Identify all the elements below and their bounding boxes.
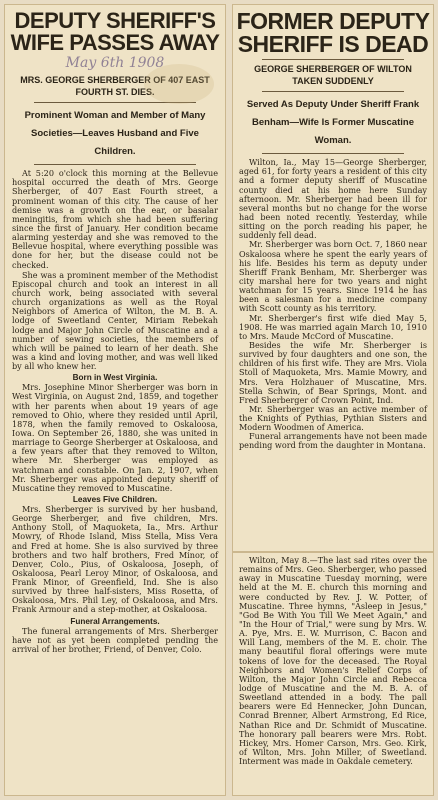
right-paragraph-2: Mr. Sherberger was born Oct. 7, 1860 near Oskaloosa where he spent the early years of his life. Besides his term as deputy under Sheriff Frank Benham, Mr. Sherberger was city marshal here for two years and night watchman for 15 years. Since 1914 he has been a salesman for a medicine company with Scott county as his territory. <box>239 239 427 314</box>
divider <box>262 91 404 92</box>
left-paragraph-4: Mrs. Sherberger is survived by her husband, George Sherberger, and five children, Mrs. Anthony Stoll, of Maquoketa, Ia., Mrs. Arthur Mowry, of Rhode Island, Miss Stella, Miss Vera and Fred at home. She is also survived by three brothers and two half brothers, Fred Minor, of Denver, Colo., Pius, of Oskaloosa, Joseph, of Oskaloosa, Pearl Leroy Minor, of Oskaloosa, and Frank Minor, of Greenfield, Ind. She is also survived by three half-sisters, Miss Rosetta, of Oskaloosa, Mrs. Phil Ley, of Oskaloosa, and Mrs. Frank Armour and a step-mother, at Oskaloosa. <box>12 503 218 615</box>
handwritten-date: May 6th 1908 <box>65 55 165 72</box>
right-deck: Served As Deputy Under Sheriff Frank Benham—Wife Is Former Muscatine Woman. <box>246 99 420 146</box>
left-clipping <box>4 4 226 796</box>
right-subhead: GEORGE SHERBERGER OF WILTON TAKEN SUDDENLY <box>254 64 412 86</box>
right-paragraph-6: Funeral arrangements have not been made pending word from the daughter in Montana. <box>239 431 427 451</box>
divider <box>34 164 196 165</box>
left-paragraph-5: The funeral arrangements of Mrs. Sherberger have not as yet been completed pending the arrival of her brother, Friend, of Denver, Colo. <box>12 625 218 654</box>
left-subhead-funeral: Funeral Arrangements. <box>70 616 160 626</box>
left-subhead-children: Leaves Five Children. <box>72 494 158 504</box>
left-paragraph-1: At 5:20 o'clock this morning at the Bellevue hospital occurred the death of Mrs. George Sherberger, of 407 East Fourth street, a prominent woman of this city. The cause of her demise was a growth on the ear, or basalar meningitis, from which she had been suffering since the first of January. Her condition became alarming yesterday and she was removed to the Bellevue hospital, where everything possible was done for her, but the disease could not be checked. <box>12 168 218 270</box>
right-paragraph-1: Wilton, Ia., May 15—George Sherberger, aged 61, for forty years a resident of this city and a former deputy sheriff of Muscatine county died at his home here Sunday afternoon. Mr. Sherberger had been ill for several months but no change for the worse had been noted recently. Yesterday, while sitting on the porch reading his paper, he suddenly fell dead. <box>239 157 427 241</box>
right-paragraph-3: Mr. Sherberger's first wife died May 5, 1908. He was married again March 10, 1910 to Mrs. Maude McCord of Muscatine. <box>239 312 427 341</box>
left-subhead-virginia: Born in West Virginia. <box>72 373 158 383</box>
right-paragraph-5: Mr. Sherberger was an active member of the Knights of Pythias, Pythian Sisters and Modern Woodmen of America. <box>239 403 427 433</box>
left-deck: Prominent Woman and Member of Many Societies—Leaves Husband and Five Children. <box>24 110 206 157</box>
right-bottom-clipping <box>232 552 434 796</box>
divider <box>262 153 404 154</box>
left-paragraph-2: She was a prominent member of the Methodist Episcopal church and took an interest in all church work, being associated with several church organizations as well as the Royal Neighbors of America of Wilton, the M. B. A. lodge of Sweetland Center, Miriam Rebekah lodge and Major John Circle of Muscatine and a number of sewing societies, the members of which will be pained to learn of her death. She was a kind and loving mother, and was well liked by all who knew her. <box>12 269 218 372</box>
right-headline: FORMER DEPUTY SHERIFF IS DEAD <box>236 8 430 57</box>
right-paragraph-4: Besides the wife Mr. Sherberger is survived by four daughters and one son, the children of his first wife. They are Mrs. Viola Stoll of Maquoketa, Mrs. Mamie Mowry, and Mrs. Vera Holzhauer of Muscatine, Mrs. Stella Schwin, of Bear Springs, Mont. and Fred Sherberger of Crown Point, Ind. <box>239 339 427 405</box>
left-subhead: MRS. GEORGE SHERBERGER OF 407 EAST FOURTH ST. DIES. <box>20 75 210 97</box>
left-paragraph-3: Mrs. Josephine Minor Sherberger was born in West Virginia, on August 2nd, 1859, and together with her parents when about 19 years of age removed to Ohio, where they resided until April, 1878, when the family removed to Oskaloosa, Iowa. On September 26, 1880, she was united in marriage to George Sherberger at Oskaloosa, and a few years after that they removed to Wilton, where Mr. Sherberger was employed as watchman and constable. On Jan. 2, 1907, when Mr. Sherberger was appointed deputy sheriff of Muscatine they removed to Muscatine. <box>12 382 218 493</box>
left-headline: DEPUTY SHERIFF'S WIFE PASSES AWAY <box>10 8 220 55</box>
divider <box>262 59 404 60</box>
right-top-clipping <box>232 4 434 552</box>
funeral-report-paragraph: Wilton, May 8.—The last sad rites over the remains of Mrs. Geo. Sherberger, who passed away in Muscatine Tuesday morning, were held at the M. E. church this morning and were conducted by Rev. J. W. Potter, of Muscatine. Three hymns, "Asleep in Jesus," "God Be With You Till We Meet Again," and "In the Hour of Trial," were sung by Mrs. W. A. Pye, Mrs. E. W. Murrison, C. Bacon and Will Lang, members of the M. E. choir. The many beautiful floral offerings were mute tokens of love for the deceased. The Royal Neighbors and Women's Relief Corps of Wilton, the Major John Circle and Rebecca lodge of Muscatine and the M. B. A. of Sweetland attended in a body. The pall bearers were Ed Hennecker, John Duncan, Conrad Brenner, Albert Armstrong, Ed Rice, Nathan Rice and Dr. Schmidt of Muscatine. The honorary pall bearers were Mrs. Robt. Hickey, Mrs. Homer Carson, Mrs. Geo. Kirk, of Wilton, Mrs. John Miller, of Sweetland. Interment was made in Oakdale cemetery. <box>239 555 427 767</box>
